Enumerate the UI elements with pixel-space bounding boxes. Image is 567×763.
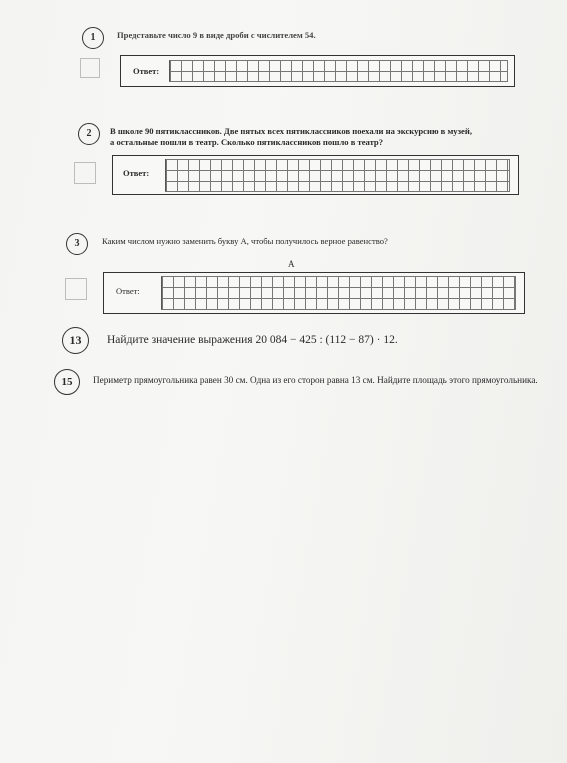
task-1-answer-box [120, 55, 515, 87]
task-3-checkbox[interactable] [65, 278, 87, 300]
task-2-answer-box [112, 155, 519, 195]
answer-label: Ответ: [123, 168, 150, 178]
answer-label: Ответ: [116, 286, 140, 296]
task-15-text: Периметр прямоугольника равен 30 см. Одна из его сторон равна 13 см. Найдите площадь этого прямоугольника. [93, 375, 538, 385]
task-3-text: Каким числом нужно заменить букву А, чтобы получилось верное равенство? [102, 236, 388, 246]
task-2-checkbox[interactable] [74, 162, 96, 184]
task-number-3: 3 [66, 233, 88, 255]
task-1-text: Представьте число 9 в виде дроби с числителем 54. [117, 30, 316, 40]
task-2-text-line-2: а остальные пошли в театр. Сколько пятиклассников пошло в театр? [110, 137, 384, 147]
answer-grid[interactable] [165, 159, 510, 192]
task-number-1: 1 [82, 27, 104, 49]
answer-label: Ответ: [133, 66, 160, 76]
task-3-equation: А [288, 259, 295, 269]
task-3-answer-box [103, 272, 525, 314]
task-13-text: Найдите значение выражения 20 084 − 425 : (112 − 87) · 12. [107, 334, 398, 346]
task-2-text-line-1: В школе 90 пятиклассников. Две пятых всех пятиклассников поехали на экскурсию в музей, [110, 126, 472, 136]
task-number-13: 13 [62, 327, 89, 354]
task-number-15: 15 [54, 369, 80, 395]
task-1-checkbox[interactable] [80, 58, 100, 78]
task-number-2: 2 [78, 123, 100, 145]
answer-grid[interactable] [161, 276, 516, 310]
answer-grid[interactable] [169, 60, 508, 82]
